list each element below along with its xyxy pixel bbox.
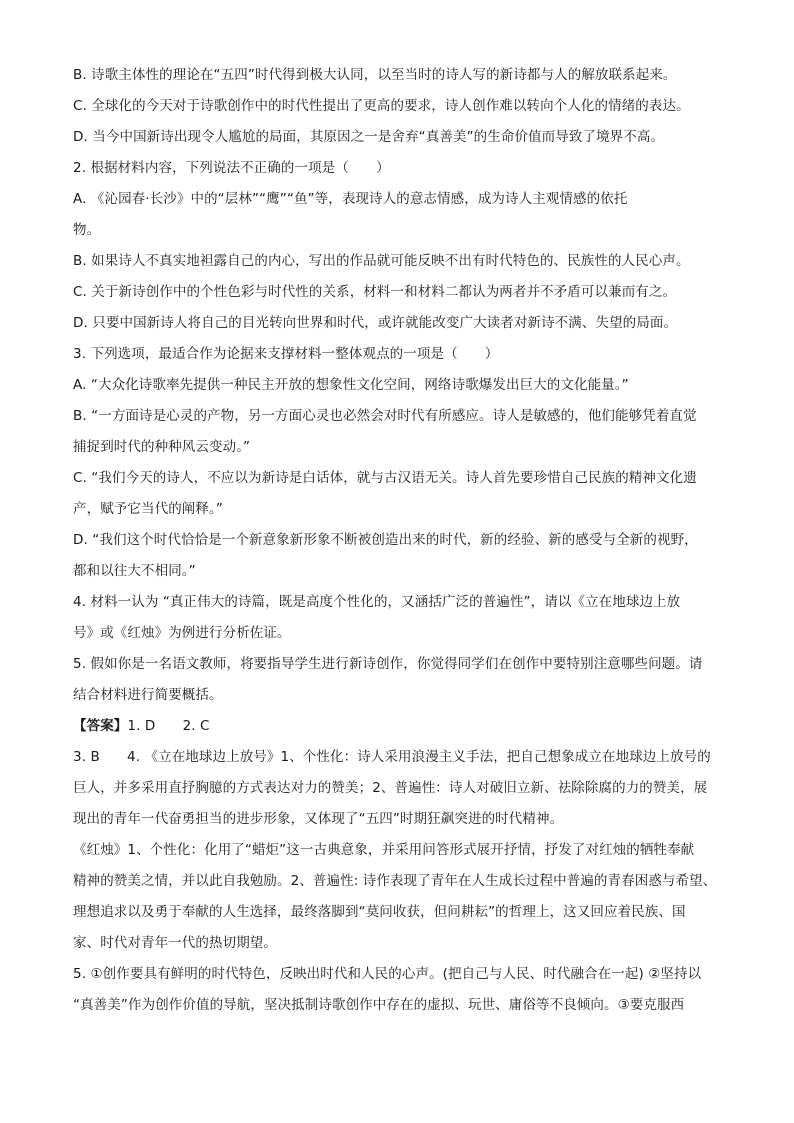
option-3b-cont: 捕捉到时代的种种风云变动。” (73, 439, 251, 455)
answer-5-line2: “真善美”作为创作价值的导航，坚决抵制诗歌创作中存在的虚拟、玩世、庸俗等不良倾向。③要克服西 (73, 997, 685, 1013)
option-3d: D. “我们这个时代恰恰是一个新意象新形象不断被创造出来的时代，新的经验、新的感受与全新的视野， (73, 532, 698, 548)
option-2b: B. 如果诗人不真实地袒露自己的内心，写出的作品就可能反映不出有时代特色的、民族性的人民心声。 (73, 253, 690, 269)
option-2d: D. 只要中国新诗人将自己的目光转向世界和时代，或许就能改变广大读者对新诗不满、失望的局面。 (73, 315, 678, 331)
option-3d-cont: 都和以往大不相同。” (73, 563, 196, 579)
answer-4-line2: 巨人，并多采用直抒胸臆的方式表达对力的赞美；2、普遍性：诗人对破旧立新、祛除除腐的力的赞美，展 (73, 780, 708, 796)
answer-line (73, 716, 721, 736)
answer-4-line3: 现出的青年一代奋勇担当的进步形象，又体现了“五四”时期狂飙突进的时代精神。 (73, 811, 564, 827)
question-4: 4. 材料一认为 “真正伟大的诗篇，既是高度个性化的，又涵括广泛的普遍性”，请以《立在地球边上放 (73, 594, 681, 610)
option-3b: B. “一方面诗是心灵的产物，另一方面心灵也必然会对时代有所感应。诗人是敏感的，他们能够凭着直觉 (73, 408, 697, 424)
option-1c: C. 全球化的今天对于诗歌创作中的时代性提出了更高的要求，诗人创作难以转向个人化的情绪的表达。 (73, 98, 690, 114)
question-4-cont: 号》或《红烛》为例进行分析佐证。 (73, 625, 291, 641)
answer-4-line4: 《红烛》1、个性化：化用了“蜡炬”这一古典意象，并采用问答形式展开抒情，抒发了对红烛的牺牲奉献 (73, 842, 695, 858)
answer-4-line1: 3. B 4. 《立在地球边上放号》1、个性化：诗人采用浪漫主义手法，把自己想象成立在地球边上放号的 (73, 749, 711, 765)
answer-text: 1. D 2. C (127, 718, 210, 734)
option-1d: D. 当今中国新诗出现令人尴尬的局面，其原因之一是舍弃“真善美”的生命价值而导致了境界不高。 (73, 129, 665, 145)
question-2: 2. 根据材料内容，下列说法不正确的一项是（ ） (73, 160, 390, 176)
option-2a-cont: 物。 (73, 222, 101, 238)
option-2a: A. 《沁园春·长沙》中的“层林”“鹰”“鱼”等，表现诗人的意志情感，成为诗人主观情感的依托 (73, 191, 628, 207)
answer-5-line1: 5. ①创作要具有鲜明的时代特色，反映出时代和人民的心声。(把自己与人民、时代融合在一起) ②坚持以 (73, 966, 702, 982)
question-5-cont: 结合材料进行简要概括。 (73, 687, 223, 703)
answer-4-line6: 理想追求以及勇于奉献的人生选择，最终落脚到“莫问收获，但问耕耘”的哲理上，这又回应着民族、国 (73, 904, 686, 920)
option-1b: B. 诗歌主体性的理论在“五四”时代得到极大认同，以至当时的诗人写的新诗都与人的解放联系起来。 (73, 67, 677, 83)
question-3: 3. 下列选项，最适合作为论据来支撑材料一整体观点的一项是（ ） (73, 346, 499, 362)
answer-tag: 【答案】 (73, 718, 128, 734)
option-2c: C. 关于新诗创作中的个性色彩与时代性的关系，材料一和材料二都认为两者并不矛盾可以兼而有之。 (73, 284, 677, 300)
option-3a: A. “大众化诗歌率先提供一种民主开放的想象性文化空间，网络诗歌爆发出巨大的文化能量。” (73, 377, 629, 393)
option-3c-cont: 产，赋予它当代的阐释。” (73, 501, 223, 517)
answer-4-line7: 家、时代对青年一代的热切期望。 (73, 935, 277, 951)
option-3c: C. “我们今天的诗人，不应以为新诗是白话体，就与古汉语无关。诗人首先要珍惜自己民族的精神文化遗 (73, 470, 697, 486)
question-5: 5. 假如你是一名语文教师，将要指导学生进行新诗创作，你觉得同学们在创作中要特别注意哪些问题。请 (73, 656, 703, 672)
answer-4-line5: 精神的赞美之情，并以此自我勉励。2、普遍性: 诗作表现了青年在人生成长过程中普遍的青春困惑与希望、 (73, 873, 717, 889)
